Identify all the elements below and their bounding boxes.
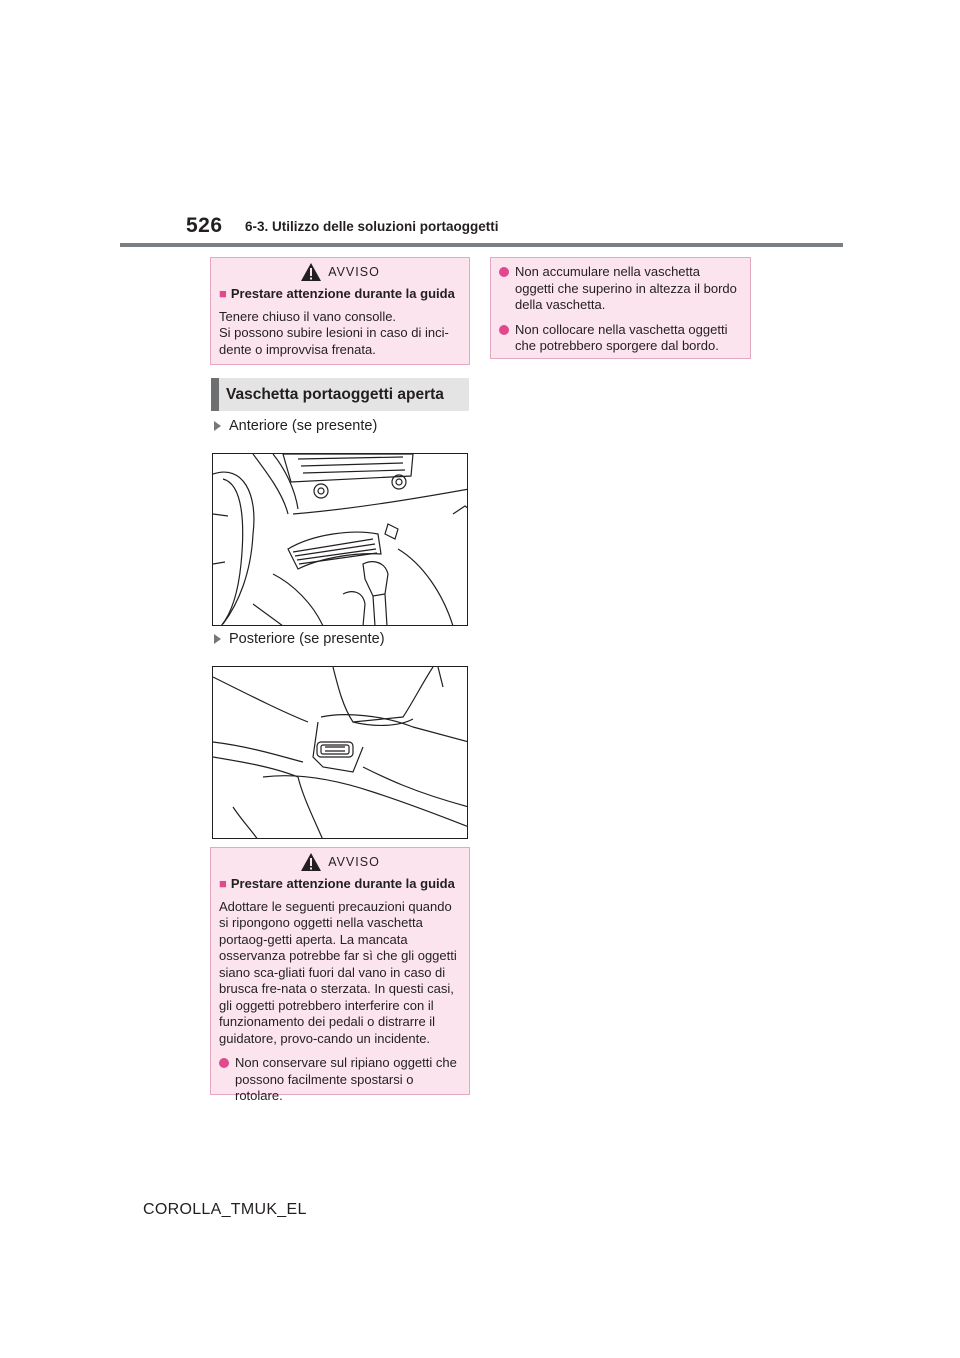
warning-subheading: [219, 286, 461, 303]
page-number: 526: [186, 214, 223, 237]
warning-box-1: [210, 257, 470, 365]
figure-label-front-text: Anteriore (se presente): [229, 418, 378, 434]
figure-front-tray: [212, 453, 468, 626]
figure-label-front: [214, 418, 377, 434]
section-title: 6-3. Utilizzo delle soluzioni portaoggetti: [245, 219, 499, 234]
warning-text-1: Tenere chiuso il vano consolle.: [219, 308, 397, 324]
square-bullet-icon: ■: [219, 876, 227, 891]
warning-bullet-text: Non conservare sul ripiano oggetti che possono facilmente spostarsi o rotolare.: [235, 1055, 457, 1103]
rear-console-illustration: [213, 667, 468, 839]
warning-subheading-text: Prestare attenzione durante la guida: [230, 286, 455, 301]
warning-subheading-text: Prestare attenzione durante la guida: [230, 876, 455, 891]
arrow-right-icon: [214, 421, 221, 431]
warning-box-2: [210, 847, 470, 1103]
circle-bullet-icon: [219, 1058, 229, 1068]
warning-icon: [300, 262, 322, 282]
warning-bullet: [219, 1055, 461, 1105]
circle-bullet-icon: [499, 325, 509, 335]
circle-bullet-icon: [499, 267, 509, 277]
warning-bullet: [499, 264, 742, 314]
figure-label-rear-text: Posteriore (se presente): [229, 631, 385, 647]
warning-title: AVVISO: [328, 854, 380, 869]
warning-bullet-text: Non accumulare nella vaschetta oggetti che superino in altezza il bordo della vaschetta.: [515, 264, 737, 312]
header-rule: [120, 243, 843, 247]
warning-text: Adottare le seguenti precauzioni quando si ripongono oggetti nella vaschetta portaog-getti aperta. La mancata osservanza potrebbe far sì che gli oggetti siano sca-gliati fuori dal vano in caso di brusca fre-nata o sterzata. In questi casi, gli oggetti potrebbero interferire con il funzionamento dei pedali o distrarre il guidatore, provo-cando un incidente.: [219, 898, 457, 1046]
warning-bullet-text: Non collocare nella vaschetta oggetti che potrebbero sporgere dal bordo.: [515, 321, 728, 353]
document-code: COROLLA_TMUK_EL: [143, 1201, 307, 1218]
arrow-right-icon: [214, 634, 221, 644]
warning-title: AVVISO: [328, 264, 380, 279]
warning-subheading: [219, 876, 461, 893]
section-heading: Vaschetta portaoggetti aperta: [211, 378, 469, 411]
warning-header: [211, 848, 469, 876]
warning-bullet: [499, 322, 742, 355]
warning-icon: [300, 852, 322, 872]
square-bullet-icon: ■: [219, 286, 227, 301]
figure-label-rear: [214, 631, 385, 647]
figure-rear-tray: [212, 666, 468, 839]
front-console-illustration: [213, 454, 468, 626]
warning-box-continued: [490, 257, 751, 359]
warning-header: [211, 258, 469, 286]
warning-text-2: Si possono subire lesioni in caso di inci-dente o improvvisa frenata.: [219, 325, 449, 357]
